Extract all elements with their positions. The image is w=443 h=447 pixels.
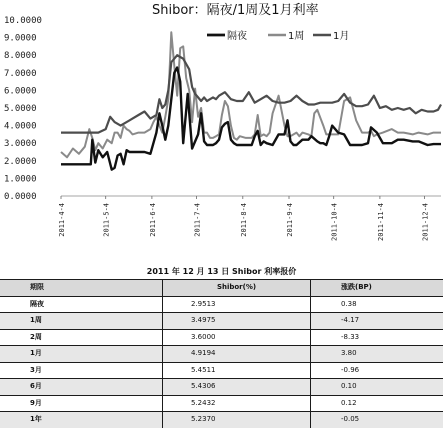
- legend-label: 1周: [288, 31, 305, 42]
- table-row: [0, 345, 443, 362]
- table-cell: 2.9513: [162, 297, 310, 313]
- table-header-row: [0, 279, 443, 296]
- y-tick-label: 9.0000: [4, 33, 37, 44]
- table-row: [0, 329, 443, 346]
- table-cell: 6月: [30, 382, 42, 390]
- x-tick-label: 2011-8-4: [239, 203, 248, 237]
- y-tick-label: 10.0000: [4, 16, 42, 26]
- y-tick-label: 3.0000: [4, 139, 37, 150]
- legend-label: 1月: [333, 31, 350, 42]
- table-cell: 0.12: [310, 396, 443, 412]
- table-cell: 3月: [30, 365, 42, 374]
- table-cell: 9月: [30, 398, 42, 407]
- y-tick-label: 0.0000: [4, 192, 37, 202]
- table-cell: 3.6000: [162, 330, 310, 346]
- series-line-0: [61, 68, 441, 170]
- table-cell: 5.2432: [162, 396, 310, 412]
- table-title: 2011 年 12 月 13 日 Shibor 利率报价: [0, 265, 443, 279]
- chart-series: [61, 32, 441, 169]
- table-cell: -4.17: [310, 313, 443, 329]
- y-axis-ticks: [4, 16, 42, 202]
- table-cell: 1年: [30, 415, 42, 423]
- table-row: [0, 296, 443, 313]
- x-tick-label: 2011-5-4: [102, 203, 111, 237]
- x-tick-label: 2011-9-4: [286, 203, 294, 237]
- table-row: [0, 395, 443, 412]
- table-header-cell: 期限: [30, 283, 44, 291]
- y-tick-label: 8.0000: [4, 51, 37, 62]
- table-cell: 1周: [30, 316, 42, 324]
- table-cell: 0.10: [310, 379, 443, 395]
- chart-title: Shibor：隔夜/1周及1月利率: [152, 3, 319, 18]
- table-header-cell: 涨跌(BP): [310, 280, 443, 296]
- table-row: [0, 312, 443, 329]
- table-body: [0, 279, 443, 428]
- table-cell: 2周: [30, 332, 42, 341]
- y-tick-label: 6.0000: [4, 86, 37, 97]
- table-cell: 5.4306: [162, 379, 310, 395]
- x-tick-label: 2011-4-4: [58, 203, 66, 237]
- table-cell: 5.2370: [162, 412, 310, 428]
- y-tick-label: 4.0000: [4, 121, 37, 132]
- table-cell: 5.4511: [162, 363, 310, 379]
- table-row: [0, 411, 443, 428]
- chart-legend: [207, 29, 349, 42]
- x-tick-label: 2011-10-4: [330, 203, 339, 241]
- table-header-cell: Shibor(%): [162, 280, 310, 296]
- x-tick-label: 2011-12-4: [421, 203, 430, 241]
- table-cell: 3.4975: [162, 313, 310, 329]
- legend-label: 隔夜: [227, 31, 247, 42]
- x-tick-label: 2011-11-4: [376, 203, 385, 241]
- table-cell: 1月: [30, 349, 42, 357]
- y-tick-label: 7.0000: [4, 68, 37, 79]
- table-cell: 4.9194: [162, 346, 310, 362]
- table-row: [0, 362, 443, 379]
- table-cell: -0.05: [310, 412, 443, 428]
- table-cell: -0.96: [310, 363, 443, 379]
- shibor-rate-table: [0, 265, 443, 447]
- table-row: [0, 378, 443, 395]
- y-tick-label: 5.0000: [4, 104, 37, 114]
- table-cell: 隔夜: [30, 299, 44, 308]
- table-cell: -8.33: [310, 330, 443, 346]
- x-axis-ticks: [58, 196, 430, 241]
- table-cell: 0.38: [310, 297, 443, 313]
- table-cell: 3.80: [310, 346, 443, 362]
- x-tick-label: 2011-6-4: [148, 203, 157, 237]
- series-line-2: [61, 55, 441, 132]
- y-tick-label: 1.0000: [4, 174, 37, 185]
- x-tick-label: 2011-7-4: [193, 203, 202, 237]
- y-tick-label: 2.0000: [4, 156, 37, 167]
